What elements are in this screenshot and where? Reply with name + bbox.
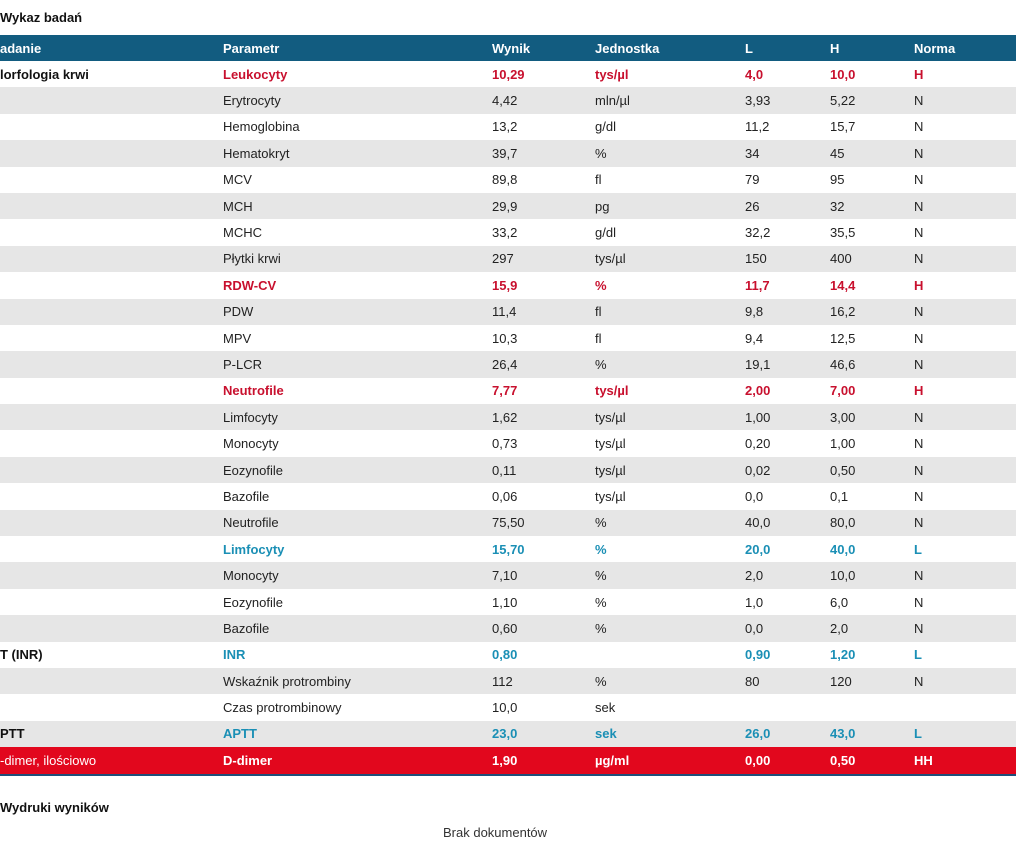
parameter-cell: Monocyty [223, 568, 279, 584]
header-result[interactable]: Wynik [492, 40, 531, 56]
high-cell: 1,00 [830, 436, 856, 452]
parameter-cell: Hemoglobina [223, 119, 300, 135]
norm-cell: N [914, 172, 924, 188]
result-cell: 23,0 [492, 726, 518, 742]
low-cell: 2,0 [745, 568, 764, 584]
low-cell: 32,2 [745, 225, 771, 241]
high-cell: 3,00 [830, 409, 856, 425]
result-cell: 10,0 [492, 700, 518, 716]
unit-cell: tys/µl [595, 488, 626, 504]
high-cell: 120 [830, 673, 852, 689]
parameter-cell: P-LCR [223, 356, 263, 372]
result-cell: 33,2 [492, 225, 518, 241]
parameter-cell: Limfocyty [223, 541, 285, 557]
norm-cell: N [914, 673, 924, 689]
result-cell: 10,29 [492, 66, 525, 82]
result-cell: 39,7 [492, 145, 518, 161]
unit-cell: tys/µl [595, 436, 626, 452]
result-cell: 13,2 [492, 119, 518, 135]
table-row[interactable] [0, 668, 1016, 694]
low-cell: 0,00 [745, 752, 771, 768]
result-cell: 10,3 [492, 330, 518, 346]
no-documents-text: Brak dokumentów [443, 825, 548, 840]
table-row[interactable] [0, 483, 1016, 509]
parameter-cell: Płytki krwi [223, 251, 281, 267]
unit-cell: % [595, 673, 607, 689]
results-section-title: Wykaz badań [0, 10, 83, 25]
high-cell: 35,5 [830, 225, 856, 241]
low-cell: 34 [745, 145, 760, 161]
low-cell: 80 [745, 673, 760, 689]
unit-cell: % [595, 145, 607, 161]
low-cell: 0,90 [745, 647, 771, 663]
table-row[interactable] [0, 721, 1016, 747]
unit-cell: sek [595, 700, 616, 716]
high-cell: 1,20 [830, 647, 856, 663]
result-cell: 1,62 [492, 409, 518, 425]
norm-cell: L [914, 726, 922, 742]
parameter-cell: Bazofile [223, 488, 270, 504]
low-cell: 1,00 [745, 409, 771, 425]
unit-cell: fl [595, 172, 602, 188]
table-row[interactable] [0, 642, 1016, 668]
norm-cell: N [914, 488, 924, 504]
result-cell: 75,50 [492, 515, 525, 531]
table-row[interactable] [0, 140, 1016, 166]
parameter-cell: Neutrofile [223, 515, 279, 531]
parameter-cell: MCH [223, 198, 253, 214]
high-cell: 16,2 [830, 304, 856, 320]
unit-cell: µg/ml [595, 752, 630, 768]
table-row[interactable] [0, 562, 1016, 588]
norm-cell: N [914, 594, 924, 610]
low-cell: 40,0 [745, 515, 771, 531]
norm-cell: L [914, 647, 922, 663]
table-row[interactable] [0, 747, 1016, 773]
unit-cell: tys/µl [595, 462, 626, 478]
high-cell: 400 [830, 251, 852, 267]
norm-cell: N [914, 462, 924, 478]
high-cell: 0,50 [830, 462, 856, 478]
norm-cell: H [914, 383, 924, 399]
result-cell: 26,4 [492, 356, 518, 372]
norm-cell: N [914, 620, 924, 636]
norm-cell: N [914, 515, 924, 531]
norm-cell: N [914, 304, 924, 320]
low-cell: 150 [745, 251, 767, 267]
parameter-cell: Bazofile [223, 620, 270, 636]
parameter-cell: Monocyty [223, 436, 279, 452]
table-row[interactable] [0, 378, 1016, 404]
unit-cell: tys/µl [595, 383, 629, 399]
test-cell: T (INR) [0, 647, 43, 663]
high-cell: 15,7 [830, 119, 856, 135]
low-cell: 0,0 [745, 620, 764, 636]
table-row[interactable] [0, 193, 1016, 219]
norm-cell: H [914, 277, 924, 293]
result-cell: 112 [492, 673, 513, 689]
result-cell: 29,9 [492, 198, 518, 214]
low-cell: 0,02 [745, 462, 771, 478]
test-cell: -dimer, ilościowo [0, 752, 97, 768]
table-row[interactable] [0, 430, 1016, 456]
header-high[interactable]: H [830, 40, 840, 56]
low-cell: 26,0 [745, 726, 771, 742]
result-cell: 15,70 [492, 541, 525, 557]
unit-cell: pg [595, 198, 610, 214]
low-cell: 2,00 [745, 383, 771, 399]
norm-cell: N [914, 356, 924, 372]
unit-cell: g/dl [595, 119, 616, 135]
table-row[interactable] [0, 404, 1016, 430]
high-cell: 80,0 [830, 515, 856, 531]
parameter-cell: Hematokryt [223, 145, 290, 161]
high-cell: 12,5 [830, 330, 856, 346]
high-cell: 45 [830, 145, 845, 161]
parameter-cell: D-dimer [223, 752, 273, 768]
result-cell: 0,06 [492, 488, 518, 504]
low-cell: 0,20 [745, 436, 771, 452]
low-cell: 19,1 [745, 356, 771, 372]
norm-cell: HH [914, 752, 933, 768]
table-row[interactable] [0, 589, 1016, 615]
norm-cell: N [914, 251, 924, 267]
low-cell: 0,0 [745, 488, 764, 504]
result-cell: 15,9 [492, 277, 518, 293]
low-cell: 79 [745, 172, 760, 188]
parameter-cell: APTT [223, 726, 257, 742]
unit-cell: fl [595, 304, 602, 320]
unit-cell: sek [595, 726, 617, 742]
low-cell: 20,0 [745, 541, 771, 557]
unit-cell: mln/µl [595, 93, 630, 109]
unit-cell: % [595, 594, 607, 610]
low-cell: 11,2 [745, 119, 770, 135]
parameter-cell: MCHC [223, 225, 262, 241]
parameter-cell: Wskaźnik protrombiny [223, 673, 351, 689]
results-table [0, 35, 1016, 776]
table-row[interactable] [0, 615, 1016, 641]
prints-section-title: Wydruki wyników [0, 800, 109, 815]
table-row[interactable] [0, 351, 1016, 377]
table-row[interactable] [0, 114, 1016, 140]
high-cell: 32 [830, 198, 845, 214]
norm-cell: H [914, 66, 924, 82]
high-cell: 95 [830, 172, 845, 188]
result-cell: 0,80 [492, 647, 518, 663]
parameter-cell: INR [223, 647, 246, 663]
unit-cell: tys/µl [595, 66, 629, 82]
unit-cell: % [595, 277, 607, 293]
norm-cell: N [914, 409, 924, 425]
unit-cell: % [595, 541, 607, 557]
result-cell: 297 [492, 251, 514, 267]
parameter-cell: MCV [223, 172, 252, 188]
header-norm[interactable]: Norma [914, 40, 956, 56]
header-parameter[interactable]: Parametr [223, 40, 280, 56]
norm-cell: N [914, 198, 924, 214]
test-cell: PTT [0, 726, 25, 742]
result-cell: 0,73 [492, 436, 518, 452]
result-cell: 89,8 [492, 172, 518, 188]
result-cell: 7,77 [492, 383, 518, 399]
high-cell: 0,1 [830, 488, 849, 504]
parameter-cell: Leukocyty [223, 66, 288, 82]
parameter-cell: Eozynofile [223, 594, 283, 610]
result-cell: 11,4 [492, 304, 517, 320]
parameter-cell: Limfocyty [223, 409, 278, 425]
table-row[interactable] [0, 325, 1016, 351]
unit-cell: % [595, 620, 607, 636]
unit-cell: g/dl [595, 225, 616, 241]
high-cell: 46,6 [830, 356, 856, 372]
norm-cell: N [914, 145, 924, 161]
test-cell: lorfologia krwi [0, 66, 89, 82]
high-cell: 7,00 [830, 383, 856, 399]
unit-cell: fl [595, 330, 602, 346]
high-cell: 6,0 [830, 594, 849, 610]
unit-cell: % [595, 568, 607, 584]
table-row[interactable] [0, 61, 1016, 87]
header-test[interactable]: adanie [0, 40, 42, 56]
high-cell: 10,0 [830, 66, 856, 82]
table-row[interactable] [0, 694, 1016, 720]
high-cell: 2,0 [830, 620, 849, 636]
high-cell: 40,0 [830, 541, 856, 557]
low-cell: 3,93 [745, 93, 771, 109]
table-row[interactable] [0, 219, 1016, 245]
norm-cell: N [914, 119, 924, 135]
result-cell: 4,42 [492, 93, 518, 109]
table-row[interactable] [0, 167, 1016, 193]
unit-cell: % [595, 515, 607, 531]
norm-cell: N [914, 568, 924, 584]
result-cell: 7,10 [492, 568, 518, 584]
low-cell: 26 [745, 198, 760, 214]
result-cell: 1,90 [492, 752, 518, 768]
table-header-row [0, 35, 1016, 61]
table-row[interactable] [0, 299, 1016, 325]
norm-cell: N [914, 436, 924, 452]
low-cell: 11,7 [745, 277, 770, 293]
table-row[interactable] [0, 457, 1016, 483]
high-cell: 0,50 [830, 752, 856, 768]
unit-cell: tys/µl [595, 251, 626, 267]
low-cell: 9,8 [745, 304, 764, 320]
table-row[interactable] [0, 536, 1016, 562]
table-row[interactable] [0, 246, 1016, 272]
norm-cell: L [914, 541, 922, 557]
parameter-cell: Eozynofile [223, 462, 283, 478]
parameter-cell: MPV [223, 330, 252, 346]
result-cell: 0,60 [492, 620, 518, 636]
table-row[interactable] [0, 272, 1016, 298]
norm-cell: N [914, 330, 924, 346]
high-cell: 10,0 [830, 568, 856, 584]
table-body [0, 61, 1016, 774]
low-cell: 1,0 [745, 594, 764, 610]
parameter-cell: PDW [223, 304, 254, 320]
parameter-cell: Erytrocyty [223, 93, 281, 109]
table-row[interactable] [0, 87, 1016, 113]
result-cell: 0,11 [492, 462, 517, 478]
parameter-cell: RDW-CV [223, 277, 277, 293]
unit-cell: tys/µl [595, 409, 626, 425]
header-low[interactable]: L [745, 40, 753, 56]
result-cell: 1,10 [492, 594, 518, 610]
table-row[interactable] [0, 510, 1016, 536]
parameter-cell: Czas protrombinowy [223, 700, 342, 716]
low-cell: 9,4 [745, 330, 764, 346]
unit-cell: % [595, 356, 607, 372]
high-cell: 5,22 [830, 93, 856, 109]
low-cell: 4,0 [745, 66, 764, 82]
parameter-cell: Neutrofile [223, 383, 284, 399]
header-unit[interactable]: Jednostka [595, 40, 660, 56]
high-cell: 14,4 [830, 277, 856, 293]
norm-cell: N [914, 93, 924, 109]
high-cell: 43,0 [830, 726, 856, 742]
norm-cell: N [914, 225, 924, 241]
